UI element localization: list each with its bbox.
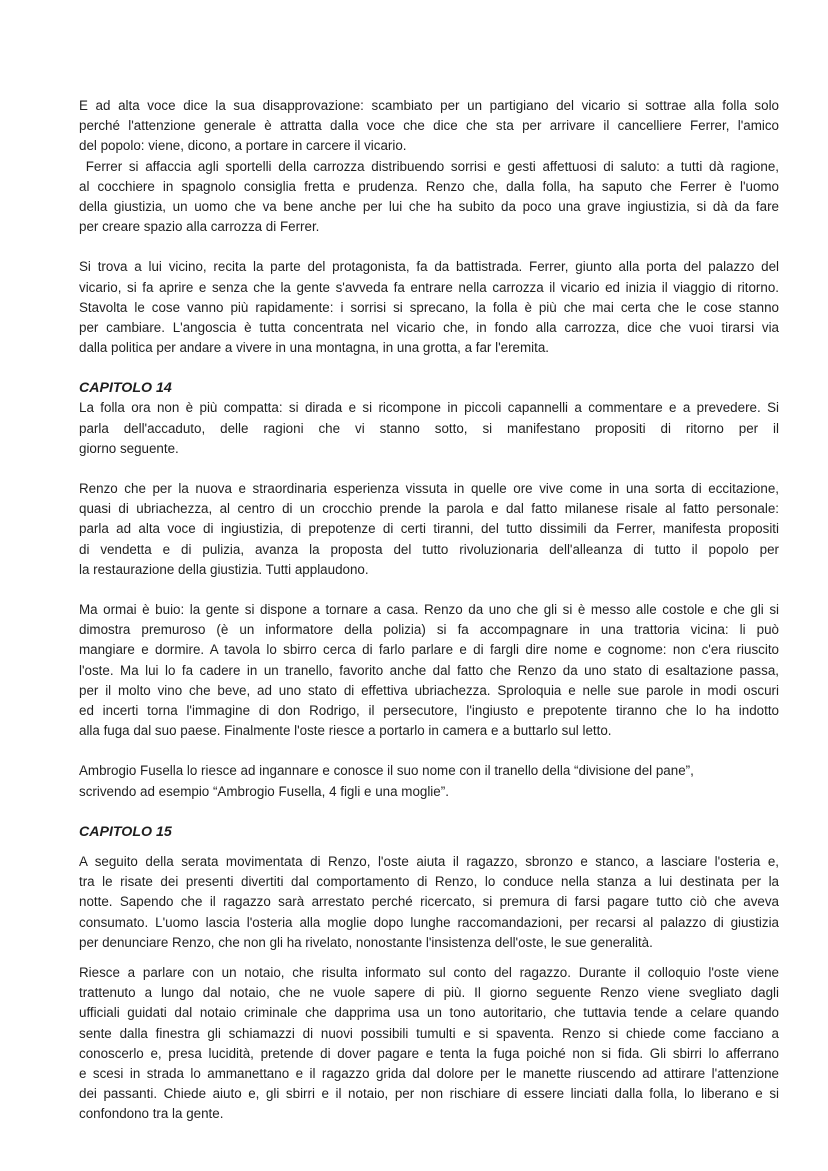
- text-line: per denunciare Renzo, che non gli ha rivelato, nonostante l'insistenza dell'oste, le sue generalità.: [79, 934, 653, 950]
- paragraph-intro-1: [79, 96, 779, 237]
- text-line: Ferrer si affaccia agli sportelli della carrozza distribuendo sorrisi e gesti affettuosi di saluto: a tutti dà ragione,: [79, 158, 779, 174]
- paragraph-spacer: [79, 802, 779, 822]
- text-line: notte. Sapendo che il ragazzo sarà arrestato perché ricercato, si premura di farsi pagare tutto ciò che aveva: [79, 894, 779, 910]
- text-line: perché l'attenzione generale è attratta dalla voce che dice che sta per arrivare il cancelliere Ferrer, l'amico: [79, 118, 779, 134]
- text-line: per cambiare. L'angoscia è tutta concentrata nel vicario che, in fondo alla carrozza, dice che vuoi tirarsi via: [79, 320, 779, 336]
- text-line: ed incerti torna l'immagine di don Rodrigo, il persecutore, l'ingiusto e prepotente tiranno che lo ha indotto: [79, 703, 779, 719]
- text-line: Si trova a lui vicino, recita la parte del protagonista, fa da battistrada. Ferrer, giunto alla porta del palazzo del: [79, 259, 779, 275]
- text-line: al cocchiere in spagnolo consiglia fretta e prudenza. Renzo che, dalla folla, ha saputo che Ferrer è l'uomo: [79, 178, 779, 194]
- paragraph-ch14-2: [79, 479, 779, 580]
- text-line: consumato. L'uomo lascia l'osteria alla moglie dopo lunghe raccomandazioni, per recarsi al palazzo di giustizia: [79, 914, 779, 930]
- text-line: dalla politica per andare a vivere in una montagna, in una grotta, a far l'eremita.: [79, 340, 550, 356]
- text-line: dei passanti. Chiede aiuto e, gli sbirri e il notaio, per non rischiare di essere linciati dalla folla, lo liberano e si: [79, 1086, 779, 1102]
- text-line: vicario, si fa aprire e senza che la gente s'avveda fa entrare nella carrozza il vicario ed inizia il viaggio di ritorno.: [79, 279, 779, 295]
- paragraph-spacer: [79, 580, 779, 600]
- text-line: l'oste. Ma lui lo fa cadere in un tranello, favorito anche dal fatto che Renzo da uno stato di esaltazione passa,: [79, 662, 779, 678]
- text-line: scrivendo ad esempio “Ambrogio Fusella, 4 figli e una moglie”.: [79, 783, 449, 799]
- heading-spacer: [79, 842, 779, 852]
- paragraph-spacer: [79, 459, 779, 479]
- text-line: la restaurazione della giustizia. Tutti applaudono.: [79, 561, 369, 577]
- text-line: tra le risate dei presenti divertiti dal comportamento di Renzo, lo conduce nella stanza a lui destinata per la: [79, 874, 779, 890]
- paragraph-spacer: [79, 953, 779, 963]
- text-line: E ad alta voce dice la sua disapprovazione: scambiato per un partigiano del vicario si sottrae alla folla solo: [79, 98, 779, 113]
- text-line: sente dalla finestra gli schiamazzi di nuovi possibili tumulti e si spaventa. Renzo si chiede come facciano a: [79, 1025, 779, 1041]
- text-line: conoscerlo e, presa lucidità, pretende di dover pagare e tenta la fuga poiché non si fida. Gli sbirri lo afferrano: [79, 1045, 779, 1061]
- text-line: alla fuga dal suo paese. Finalmente l'oste riesce a portarlo in camera e a buttarlo sul letto.: [79, 723, 612, 739]
- text-line: La folla ora non è più compatta: si dirada e si ricompone in piccoli capannelli a commentare e a prevedere. Si: [79, 400, 779, 416]
- paragraph-ch14-3: [79, 600, 779, 741]
- text-line: Stavolta le cose vanno più rapidamente: i sorrisi si sprecano, la folla è più che mai certa che le cose stanno: [79, 299, 779, 315]
- paragraph-spacer: [79, 358, 779, 378]
- text-line: parla dell'accaduto, delle ragioni che vi stanno sotto, si manifestano propositi di ritorno per il: [79, 420, 779, 436]
- text-line: quasi di ubriachezza, al centro di un crocchio prende la parola e dal fatto milanese risale al fatto personale:: [79, 501, 779, 517]
- text-line: per il molto vino che beve, ad uno stato di effettiva ubriachezza. Sproloquia e nelle sue parole in modi oscuri: [79, 682, 779, 698]
- document-body: [79, 96, 779, 1125]
- paragraph-ch15-1: [79, 852, 779, 953]
- chapter-15-heading: CAPITOLO 15: [79, 823, 172, 840]
- text-line: Ambrogio Fusella lo riesce ad ingannare e conosce il suo nome con il tranello della “divisione del pane”,: [79, 763, 694, 779]
- text-line: della giustizia, un uomo che va bene anche per lui che ha subito da poco una grave ingiustizia, si dà da fare: [79, 199, 779, 215]
- text-line: del popolo: viene, dicono, a portare in carcere il vicario.: [79, 138, 407, 154]
- paragraph-ch15-2: [79, 963, 779, 1125]
- text-line: Renzo che per la nuova e straordinaria esperienza vissuta in quelle ore vive come in una sorta di eccitazione,: [79, 481, 779, 497]
- paragraph-ch14-4: [79, 761, 779, 801]
- text-line: mangiare e dormire. A tavola lo sbirro cerca di farlo parlare e di fargli dire nome e cognome: non c'era riuscito: [79, 642, 779, 658]
- text-line: Riesce a parlare con un notaio, che risulta informato sul conto del ragazzo. Durante il colloquio l'oste viene: [79, 964, 779, 980]
- paragraph-spacer: [79, 741, 779, 761]
- text-line: parla ad alta voce di ingiustizia, di prepotenze di certi tiranni, del tutto dissimili da Ferrer, manifesta propositi: [79, 521, 779, 537]
- text-line: per creare spazio alla carrozza di Ferrer.: [79, 219, 320, 235]
- text-line: di vendetta e di pulizia, avanza la proposta del tutto rivoluzionaria dell'alleanza di tutto il popolo per: [79, 541, 779, 557]
- paragraph-intro-2: [79, 257, 779, 358]
- text-line: dimostra premuroso (è un informatore della polizia) si fa accompagnare in una trattoria vicina: li può: [79, 622, 779, 638]
- paragraph-spacer: [79, 237, 779, 257]
- paragraph-ch14-1: [79, 398, 779, 459]
- text-line: e scesi in strada lo ammanettano e il ragazzo grida dal dolore per le manette riuscendo ad attirare l'attenzione: [79, 1065, 779, 1081]
- text-line: A seguito della serata movimentata di Renzo, l'oste aiuta il ragazzo, sbronzo e stanco, a lasciare l'osteria e,: [79, 853, 779, 869]
- text-line: giorno seguente.: [79, 440, 179, 456]
- chapter-14-heading: CAPITOLO 14: [79, 380, 172, 397]
- text-line: ufficiali guidati dal notaio criminale che dapprima usa un tono autoritario, che tuttavia tende a celare quando: [79, 1005, 779, 1021]
- text-line: trattenuto a lungo dal notaio, che ne vuole sapere di più. Il giorno seguente Renzo viene svegliato dagli: [79, 985, 779, 1001]
- text-line: confondono tra la gente.: [79, 1106, 224, 1122]
- text-line: Ma ormai è buio: la gente si dispone a tornare a casa. Renzo da uno che gli si è messo alle costole e che gli si: [79, 602, 779, 618]
